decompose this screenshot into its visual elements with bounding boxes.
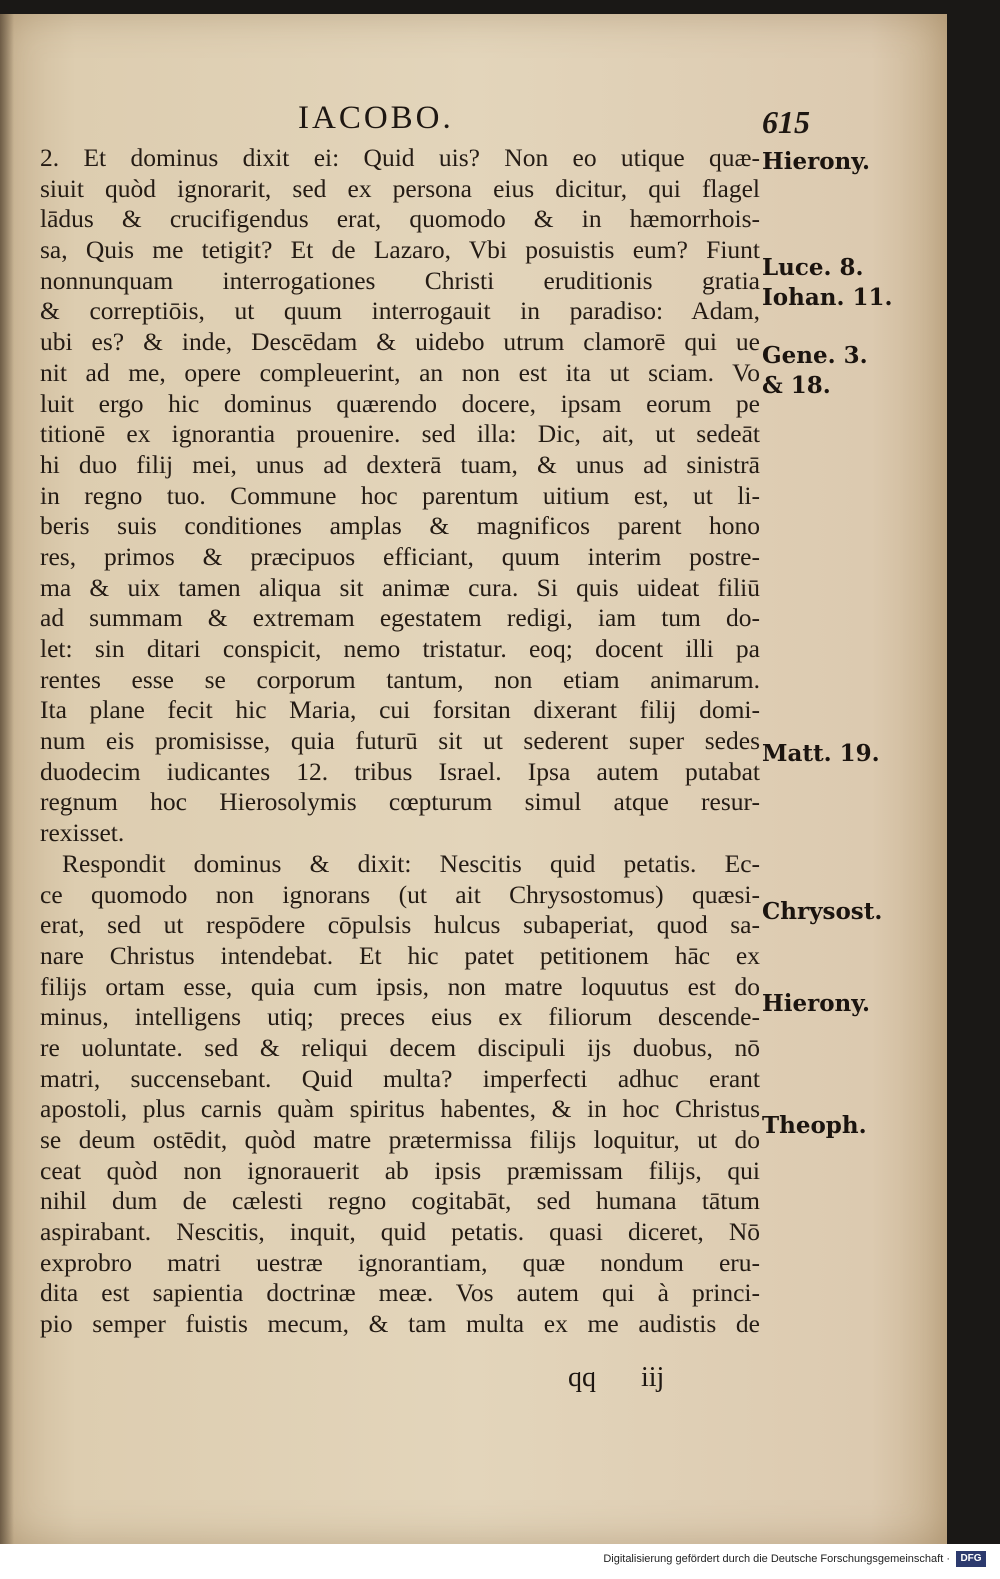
margin-note-gene-18: & 18. — [762, 372, 831, 399]
running-head: IACOBO. — [298, 100, 454, 136]
signature-mark: qq — [568, 1362, 596, 1393]
margin-note-hierony-2: Hierony. — [762, 990, 871, 1017]
text-line: beris suis conditiones amplas & magnificos parent hono — [40, 511, 760, 541]
text-line: regnum hoc Hierosolymis cœpturum simul atque resur- — [40, 787, 760, 817]
text-line: lādus & crucifigendus erat, quomodo & in hæmorrhois- — [40, 204, 760, 234]
text-line: res, primos & præcipuos efficiant, quum interim postre- — [40, 541, 760, 571]
text-line: se deum ostēdit, quòd matre prætermissa filijs loquitur, ut do — [40, 1125, 760, 1154]
text-line: apostoli, plus carnis quàm spiritus habentes, & in hoc Christus — [40, 1094, 760, 1124]
text-line: dita est sapientia doctrinæ meæ. Vos autem qui à princi- — [40, 1278, 760, 1308]
text-line: siuit quòd ignorarit, sed ex persona eius dicitur, qui flagel — [40, 173, 760, 203]
dfg-logo-icon: DFG — [956, 1551, 986, 1567]
page-gutter-shadow — [0, 14, 14, 1544]
text-line: hi duo filij mei, unus ad dexterā tuam, & unus ad sinistrā — [40, 449, 760, 479]
text-line: nihil dum de cælesti regno cogitabāt, sed humana tātum — [40, 1186, 760, 1216]
text-line: Respondit dominus & dixit: Nescitis quid petatis. Ec- — [62, 848, 760, 878]
text-line: luit ergo hic dominus quærendo docere, ipsam eorum pe — [40, 388, 760, 418]
page-header — [0, 92, 947, 142]
text-line: ubi es? & inde, Descēdam & uidebo utrum clamorē qui ue — [40, 327, 760, 357]
text-line: ceat quòd non ignorauerit ab ipsis præmissam filijs, qui — [40, 1155, 760, 1185]
margin-note-hierony-1: Hierony. — [762, 148, 871, 175]
text-line: ad summam & extremam egestatem redigi, iam tum do- — [40, 603, 760, 633]
text-line: minus, intelligens utiq; preces eius ex filiorum descende- — [40, 1002, 760, 1032]
text-line: & correptiōis, ut quum interrogauit in paradiso: Adam, — [40, 296, 760, 326]
text-line: titionē ex ignorantia prouenire. sed illa: Dic, ait, ut sedeāt — [40, 419, 760, 449]
text-line: in regno tuo. Commune hoc parentum uitium est, ut li- — [40, 480, 760, 510]
page-number: 615 — [762, 104, 810, 140]
text-line: 2. Et dominus dixit ei: Quid uis? Non eo utique quæ- — [40, 143, 760, 172]
margin-note-luce: Luce. 8. — [762, 254, 864, 281]
margin-note-chrysost: Chrysost. — [762, 898, 883, 925]
text-line: matri, succensebant. Quid multa? imperfecti adhuc erant — [40, 1063, 760, 1093]
text-line: ma & uix tamen aliqua sit animæ cura. Si quis uideat filiū — [40, 572, 760, 602]
text-line: duodecim iudicantes 12. tribus Israel. Ipsa autem putabat — [40, 756, 760, 786]
margin-note-theoph: Theoph. — [762, 1112, 867, 1139]
text-line: aspirabant. Nescitis, inquit, quid petatis. quasi diceret, Nō — [40, 1217, 760, 1247]
text-line: pio semper fuistis mecum, & tam multa ex me audistis de — [40, 1309, 760, 1339]
text-line: Ita plane fecit hic Maria, cui forsitan dixerant filij domi- — [40, 695, 760, 725]
folio-mark: iij — [641, 1362, 665, 1393]
text-line: sa, Quis me tetigit? Et de Lazaro, Vbi posuistis eum? Fiunt — [40, 235, 760, 265]
text-line: nonnunquam interrogationes Christi eruditionis gratia — [40, 265, 760, 295]
main-text-block — [40, 143, 760, 1340]
text-line: nare Christus intendebat. Et hic patet petitionem hāc ex — [40, 940, 760, 970]
catchwords — [568, 1362, 664, 1394]
text-line: nit ad me, opere compleuerint, an non est ita ut sciam. Vo — [40, 357, 760, 387]
text-line: let: sin ditari conspicit, nemo tristatur. eoq; docent illi pa — [40, 634, 760, 663]
text-line: ce quomodo non ignorans (ut ait Chrysostomus) quæsi- — [40, 879, 760, 909]
text-line: num eis promisisse, quia futurū sit ut sederent super sedes — [40, 726, 760, 756]
text-line: rexisset. — [40, 818, 125, 848]
text-line: rentes esse se corporum tantum, non etiam animarum. — [40, 664, 760, 694]
margin-note-matt: Matt. 19. — [762, 740, 880, 767]
text-line: exprobro matri uestræ ignorantiam, quæ nondum eru- — [40, 1247, 760, 1277]
text-line: re uoluntate. sed & reliqui decem discipuli ijs duobus, nō — [40, 1032, 760, 1062]
footer-credit: Digitalisierung gefördert durch die Deutsche Forschungsgemeinschaft · — [603, 1553, 950, 1565]
text-line: erat, sed ut respōdere cōpulsis hulcus subaperiat, quod sa- — [40, 910, 760, 940]
text-line: filijs ortam esse, quia cum ipsis, non matre loquutus est do — [40, 971, 760, 1001]
margin-note-iohan: Iohan. 11. — [762, 284, 893, 311]
margin-note-gene: Gene. 3. — [762, 342, 868, 369]
